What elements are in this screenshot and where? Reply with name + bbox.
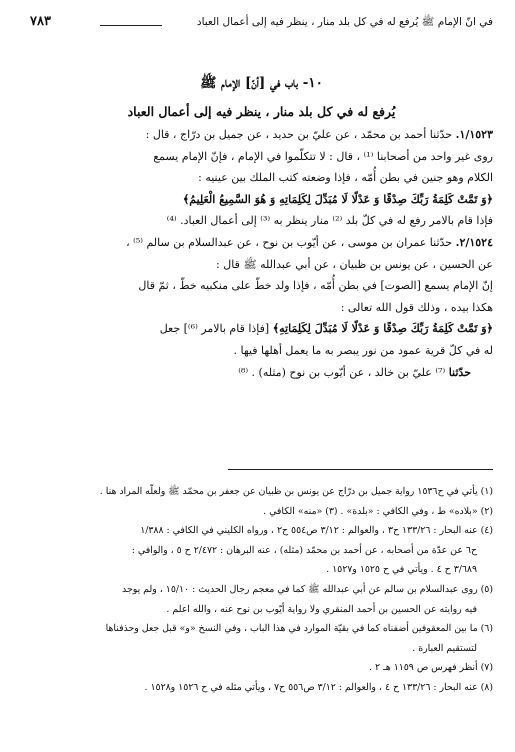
footnote-2-3: (٢) «بلاده» ط ، وفي الكافي : «بلدة» . (٣) «منه» الكافي . [263,505,493,517]
hadith-2-verse-tail: [فإذا قام بالامر ⁽⁶⁾] جعل [159,322,273,336]
chapter-heading [30,74,493,119]
running-header [30,14,493,34]
footnotes [30,482,493,698]
footnote-6: (٦) ما بين المعقوفين أضفناه كما في بقيّة الموارد في هذا الباب ، وفي النسخ «و» قبل جعل وحذفناها [105,623,493,635]
hadith-1-line-2: روى غير واحد من أصحابنا ⁽¹⁾ ، قال : لا تتكلّموا في الإمام ، فإنّ الإمام يسمع [153,149,493,163]
hadith-1-after: فإذا قام بالامر رفع له في كلّ بلد ⁽²⁾ منار ينظر به ⁽³⁾ إلى أعمال العباد. ⁽⁴⁾ [166,214,493,228]
hadith-1-line-3: الكلام وهو جنين في بطن أُمّه ، فإذا وضعته كتب الملك بين عينيه : [198,171,493,185]
footnote-1: (١) يأتي في ح١٥٣٦ رواية جميل بن درّاج عن يونس بن ظبيان عن جعفر بن محمّد ﷺ ولعلّه المراد هنا . [99,486,493,497]
hadith-2-line-2: عن الحسين ، عن يونس بن ظبيان ، عن أبي عبدالله ﷺ قال : [216,257,493,271]
hadith-1-line-1 [28,124,493,146]
footnote-5-cont: فيه روايته عن الحسين بن أحمد المنقري ولا رواية أيّوب بن نوح عنه ، والله اعلم . [166,603,477,615]
footnote-8: (٨) عنه البحار : ١٣٣/٢٦ ح ٤ ، والعوالم : ٣/١٢ ص٥٥٦ ح٧ ، ويأتي مثله في ح ١٥٢٦ و١٥٢٨ . [144,681,493,693]
footnote-4: (٤) عنه البحار : ١٣٣/٢٦ ح٣ ، والعوالم : ٣/١٢ ص٥٥٤ ح٢ ، ورواه الكليني في الكافي : ١/٣٨٨ [140,525,493,537]
hadith-2-line-1 [28,232,493,254]
hadith-3-label: حدّثنا [448,365,471,379]
hadith-2-chain: حدّثنا عمران بن موسى ، عن أيّوب بن نوح ، عن عبدالسلام بن سالم ⁽⁵⁾ ، [126,235,453,249]
hadith-3-line [28,362,493,384]
hadith-2-number: ٢/١٥٢٤. [455,235,493,249]
footnote-4-cont-1: ح٦ عن عدّة من أصحابه ، عن أحمد بن محمّد (مثله) ، عنه البرهان : ٢/٤٧٢ ح ٥ ، والوافي : [131,544,477,556]
hadith-2-line-3: إنّ الإمام يسمع [الصوت] في بطن أُمّه ، فإذا ولد خطّ على منكبيه خطّ ، ثمّ قال [138,279,493,293]
hadith-1-chain: حدّثنا أحمد بن محمّد ، عن عليّ بن حديد ، عن جميل بن درّاج ، قال : [145,128,453,141]
hadith-2-after: له في كلّ قرية عمود من نور يبصر به ما يعمل أهلها فيها . [233,343,493,357]
chapter-title-line2: يُرفع له في كل بلد منار ، ينظر فيه إلى أعمال العباد [127,104,396,119]
footnote-4-cont-2: ٣/٦٨٩ ح ٤ . ويأتي في ح ١٥٢٥ و١٥٢٧ . [326,564,477,576]
footnote-6-cont: لتستقيم العبارة . [412,642,477,654]
chapter-title-line1: ١٠- باب في [أنّ] الإمام ﷺ [200,75,323,91]
hadith-3-text: ⁽⁷⁾ عليّ بن خالد ، عن أيّوب بن نوح (مثله) . ⁽⁸⁾ [238,365,449,379]
footnote-7: (٧) أنظر فهرس ص ١١٥٩ هـ ٢ . [369,662,493,674]
main-text [28,124,493,383]
hadith-1-number: ١/١٥٢٣. [455,128,493,141]
hadith-1-verse: ﴿وَ تَمَّتْ كَلِمَةُ رَبِّكَ صِدْقًا وَ عَدْلًا لَا مُبَدِّلَ لِكَلِمَاتِهِ وَ هُوَ السَّمِيعُ الْعَلِيمُ﴾ [182,192,493,206]
hadith-2-verse: ﴿وَ تَمَّتْ كَلِمَةُ رَبِّكَ صِدْقًا وَ عَدْلًا لَا مُبَدِّلَ لِكَلِمَاتِهِ﴾ [272,322,493,336]
hadith-2-verse-line [28,318,493,340]
hadith-2-line-4: هكذا بيده ، وذلك قول الله تعالى : [340,300,493,314]
header-rule [100,25,162,26]
footnote-divider [228,469,493,470]
page-number: ٧٨٣ [30,14,51,29]
running-title: في انّ الإمام ﷺ يُرفع له في كل بلد منار ، ينظر فيه إلى أعمال العباد [196,16,493,28]
footnote-5: (٥) روى عبدالسلام بن سالم عن أبي عبدالله ﷺ كما في معجم رجال الحديث : ١٥/١٠ ، ولم يوجد [122,583,493,595]
